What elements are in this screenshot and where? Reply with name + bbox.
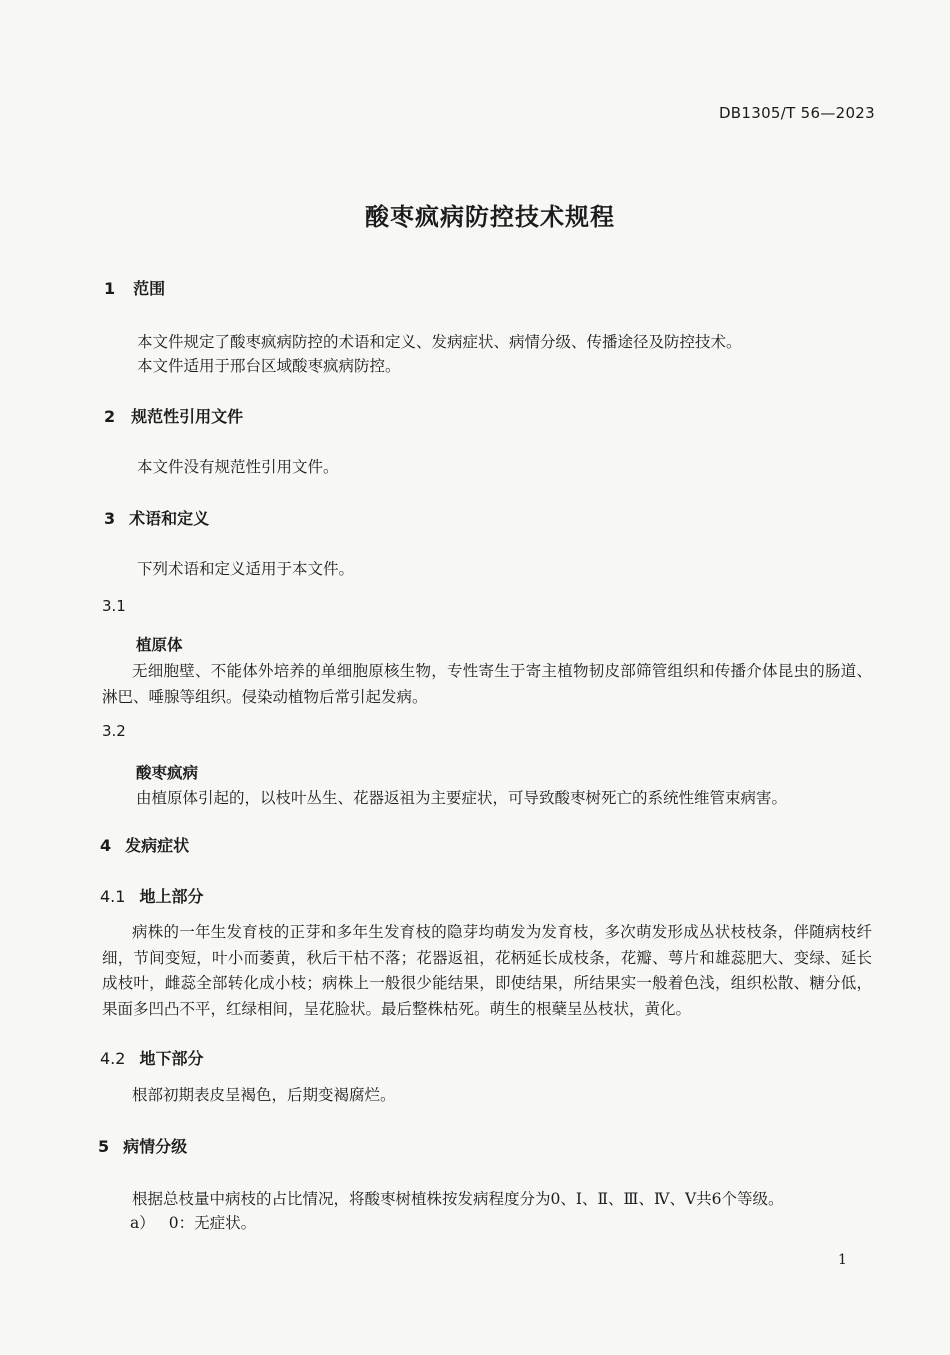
list-item-text: 0：无症状。: [168, 1214, 257, 1232]
document-title: 酸枣疯病防控技术规程: [365, 203, 615, 231]
list-marker: a）: [130, 1214, 155, 1232]
section-number: 4: [100, 836, 112, 855]
paragraph: 根据总枝量中病枝的占比情况，将酸枣树植株按发病程度分为0、Ⅰ、Ⅱ、Ⅲ、Ⅳ、Ⅴ共6个等级。: [132, 1190, 784, 1208]
section-title: 发病症状: [125, 836, 190, 855]
subsection-number: 4.1: [100, 887, 126, 906]
term-definition: 由植原体引起的，以枝叶丛生、花器返祖为主要症状，可导致酸枣树死亡的系统性维管束病害。: [136, 789, 788, 807]
term-name: 酸枣疯病: [136, 764, 199, 782]
section-2-heading: [104, 404, 243, 427]
term-number: 3.2: [102, 722, 126, 740]
paragraph: 下列术语和定义适用于本文件。: [137, 560, 355, 578]
section-number: 2: [104, 407, 116, 426]
term-definition: 无细胞壁、不能体外培养的单细胞原核生物，专性寄生于寄主植物韧皮部筛管组织和传播介体昆虫的肠道、淋巴、唾腺等组织。侵染动植物后常引起发病。: [102, 662, 872, 706]
section-title: 范围: [133, 279, 166, 298]
subsection-title: 地下部分: [139, 1049, 204, 1068]
page-number: 1: [838, 1252, 847, 1268]
section-number: 5: [98, 1137, 110, 1156]
section-number: 1: [104, 279, 116, 298]
paragraph: 本文件适用于邢台区域酸枣疯病防控。: [137, 357, 401, 375]
paragraph: 本文件没有规范性引用文件。: [137, 458, 339, 476]
paragraph: 根部初期表皮呈褐色，后期变褐腐烂。: [132, 1086, 396, 1104]
term-name: 植原体: [136, 636, 183, 654]
section-number: 3: [104, 509, 116, 528]
section-4-heading: [100, 833, 189, 856]
paragraph: 本文件规定了酸枣疯病防控的术语和定义、发病症状、病情分级、传播途径及防控技术。: [137, 333, 742, 351]
subsection-number: 4.2: [100, 1049, 126, 1068]
subsection-title: 地上部分: [139, 887, 204, 906]
document-number: DB1305/T 56—2023: [718, 104, 875, 122]
section-title: 术语和定义: [129, 509, 210, 528]
section-1-heading: [104, 276, 165, 299]
paragraph: 病株的一年生发育枝的正芽和多年生发育枝的隐芽均萌发为发育枝，多次萌发形成丛状枝枝条，伴随病枝纤细，节间变短，叶小而萎黄，秋后干枯不落；花器返祖，花柄延长成枝条，花瓣、萼片和雄蕊肥大、变绿、延长成枝叶，雌蕊全部转化成小枝；病株上一般很少能结果，即使结果，所结果实一般着色浅，组织松散、糖分低，果面多凹凸不平，红绿相间，呈花脸状。最后整株枯死。萌生的根蘖呈丛枝状，黄化。: [102, 923, 872, 1018]
term-number: 3.1: [102, 597, 126, 615]
list-item: [130, 1211, 256, 1235]
subsection-4-2-heading: [100, 1046, 203, 1069]
section-title: 病情分级: [123, 1137, 188, 1156]
section-3-heading: [104, 506, 209, 529]
subsection-4-1-heading: [100, 884, 203, 907]
section-5-heading: [98, 1134, 187, 1157]
section-title: 规范性引用文件: [131, 407, 244, 426]
